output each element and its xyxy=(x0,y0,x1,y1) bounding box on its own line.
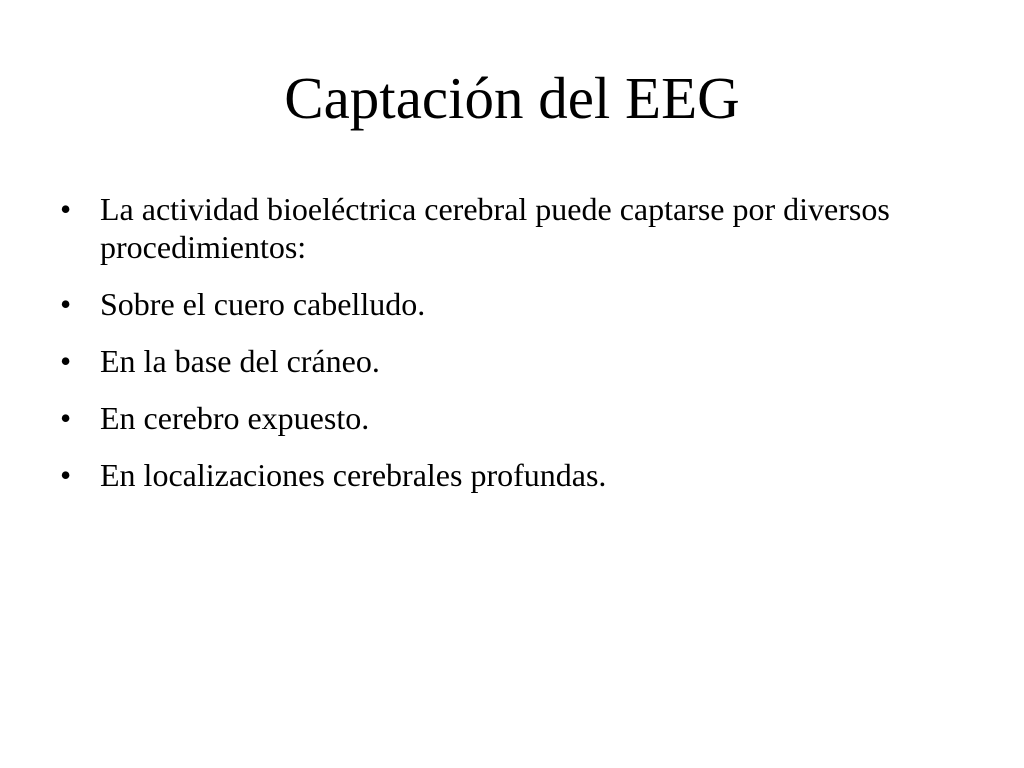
bullet-marker: • xyxy=(60,457,72,493)
bullet-list xyxy=(60,190,960,513)
bullet-text: Sobre el cuero cabelludo. xyxy=(100,286,426,322)
bullet-marker: • xyxy=(60,343,72,379)
slide-title: Captación del EEG xyxy=(284,65,740,131)
bullet-marker: • xyxy=(60,286,72,322)
bullet-item xyxy=(60,342,960,380)
bullet-item xyxy=(60,399,960,437)
bullet-marker: • xyxy=(60,191,72,227)
bullet-item xyxy=(60,285,960,323)
bullet-text: En localizaciones cerebrales profundas. xyxy=(100,457,607,493)
bullet-text: En la base del cráneo. xyxy=(100,343,380,379)
bullet-text: En cerebro expuesto. xyxy=(100,400,370,436)
bullet-item xyxy=(60,456,960,494)
bullet-text: La actividad bioeléctrica cerebral puede captarse por diversos procedimientos: xyxy=(100,191,890,265)
bullet-marker: • xyxy=(60,400,72,436)
bullet-item xyxy=(60,190,960,266)
